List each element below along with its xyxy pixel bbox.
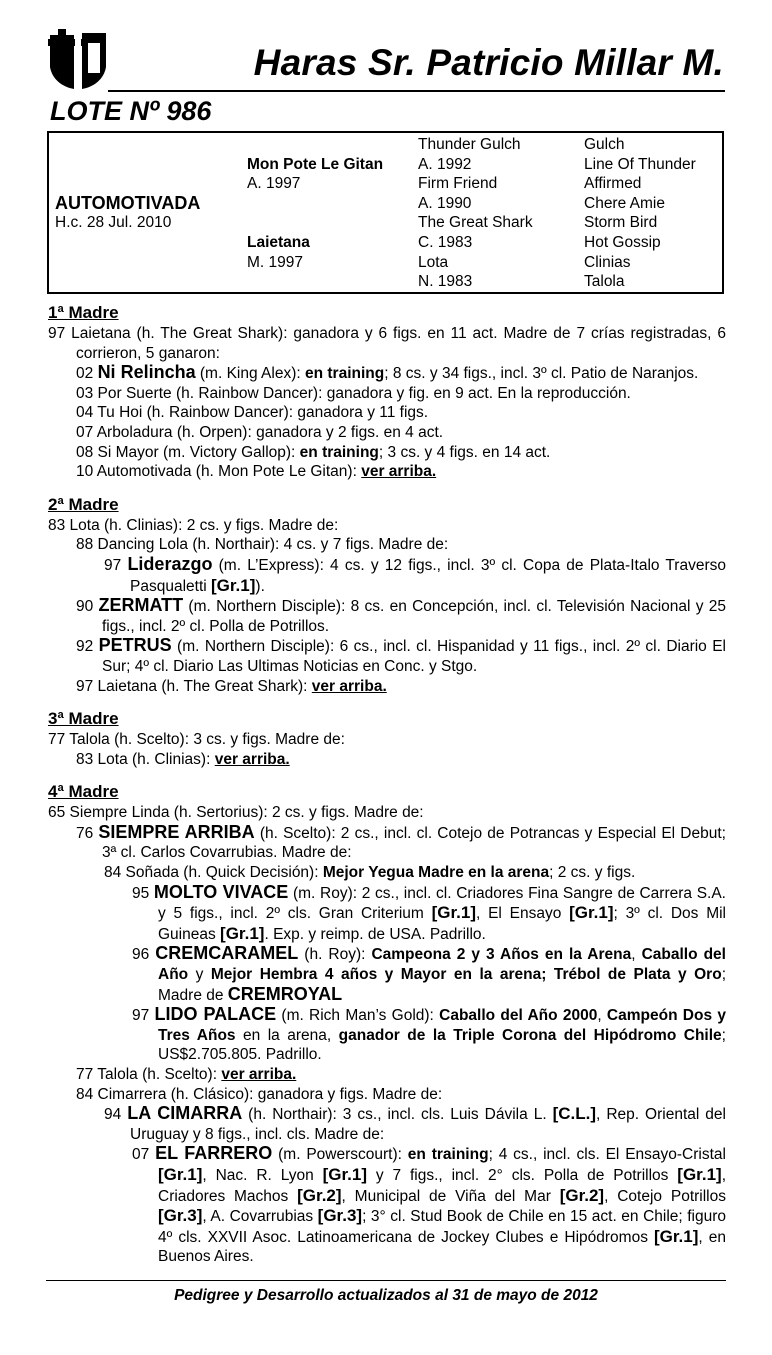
pedigree-ggen-8: Talola [584,273,625,291]
pedigree-dam-dam-info: N. 1983 [418,273,473,291]
footer-rule [46,1280,726,1281]
see-above-reference: ver arriba. [311,677,387,695]
pedigree-dam-sire-info: C. 1983 [418,234,473,251]
horse-name: LA CIMARRA [127,1103,243,1124]
pedigree-box [47,131,724,294]
produce-entry: 07 Arboladura (h. Orpen): ganadora y 2 figs. en 4 act. [76,423,444,441]
pedigree-sire-info: A. 1997 [247,175,301,193]
produce-entry: 10 Automotivada (h. Mon Pote Le Gitan): ver arriba. [76,463,437,481]
farm-name: Haras Sr. Patricio Millar M. [253,42,724,83]
dam-entry: 83 Lota (h. Clinias): 2 cs. y figs. Madre de: [48,516,339,534]
produce-entry: 96 CREMCARAMEL (h. Roy): Campeona 2 y 3 Años en la Arena, Caballo del Año y Mejor Hembra 4 años y Mayor en la arena; Trébol de Plata y Oro; Madre de CREMROYAL [132,943,726,1004]
pedigree-ggen-5: Storm Bird [584,214,658,232]
footer-note: Pedigree y Desarrollo actualizados al 31 de mayo de 2012 [174,1287,598,1304]
dam-entry: 65 Siempre Linda (h. Sertorius): 2 cs. y figs. Madre de: [48,804,424,822]
horse-name: MOLTO VIVACE [153,881,289,902]
produce-entry: 84 Soñada (h. Quick Decisión): Mejor Yegua Madre en la arena; 2 cs. y figs. [104,864,636,882]
horse-name: CREMROYAL [227,983,343,1004]
section-heading-madre-2: 2ª Madre [48,494,119,514]
pedigree-horse-name: AUTOMOTIVADA [55,192,201,213]
horse-name: CREMCARAMEL [155,943,299,964]
see-above-reference: ver arriba. [361,463,437,481]
produce-entry: 02 Ni Relincha (m. King Alex): en training; 8 cs. y 34 figs., incl. 3º cl. Patio de Naranjos. [76,362,699,383]
section-heading-madre-3: 3ª Madre [48,709,119,729]
pedigree-sire-dam: Firm Friend [418,175,498,193]
pedigree-ggen-2: Line Of Thunder [584,155,696,173]
pedigree-sire: Mon Pote Le Gitan [247,155,384,173]
horse-name: Ni Relincha [97,362,196,383]
produce-entry: 84 Cimarrera (h. Clásico): ganadora y figs. Madre de: [76,1085,443,1103]
pedigree-dam: Laietana [247,234,310,251]
horse-name: PETRUS [98,635,172,656]
pedigree-ggen-3: Affirmed [584,175,642,193]
produce-entry: 07 EL FARRERO (m. Powerscourt): en training; 4 cs., incl. cls. El Ensayo-Cristal [Gr.1], Nac. R. Lyon [Gr.1] y 7 figs., incl. 2° cls. Polla de Potrillos [Gr.1], Criadores Machos [Gr.2], Municipal de Viña del Mar [Gr.2], Cotejo Potrillos [Gr.3], A. Covarrubias [Gr.3]; 3° cl. Stud Book de Chile en 15 act. en Chile; figuro 4º cls. XXVII Asoc. Latinoamericana de Jockey Clubes e Hipódromos [Gr.1], en Buenos Aires. [132,1143,727,1266]
pedigree-ggen-7: Clinias [584,253,631,271]
produce-entry: 88 Dancing Lola (h. Northair): 4 cs. y 7 figs. Madre de: [76,536,449,554]
see-above-reference: ver arriba. [221,1066,297,1083]
pedigree-dam-info: M. 1997 [247,253,304,271]
produce-entry: 83 Lota (h. Clinias): ver arriba. [76,750,290,768]
produce-entry: 04 Tu Hoi (h. Rainbow Dancer): ganadora y 11 figs. [76,404,429,422]
horse-name: EL FARRERO [155,1143,273,1164]
horse-name: ZERMATT [98,595,184,616]
produce-record [48,302,726,1267]
horse-name: SIEMPRE ARRIBA [98,821,255,842]
produce-entry: 97 Liderazgo (m. L’Express): 4 cs. y 12 figs., incl. 3º cl. Copa de Plata-Italo Traverso Pasqualetti [Gr.1]). [104,553,726,595]
see-above-reference: ver arriba. [214,750,290,768]
section-heading-madre-1: 1ª Madre [48,303,119,322]
produce-entry: 77 Talola (h. Scelto): ver arriba. [76,1066,297,1083]
produce-entry: 94 LA CIMARRA (h. Northair): 3 cs., incl. cls. Luis Dávila L. [C.L.], Rep. Oriental del Uruguay y 8 figs., incl. cls. Madre de: [104,1103,726,1143]
horse-name: Liderazgo [127,553,213,574]
haras-logo-icon [48,29,108,95]
horse-name: LIDO PALACE [154,1004,277,1025]
produce-entry: 97 Laietana (h. The Great Shark): ver arriba. [76,677,387,695]
produce-entry: 92 PETRUS (m. Northern Disciple): 6 cs., incl. cl. Hispanidad y 11 figs., incl. 2º cl. Diario El Sur; 4º cl. Diario Las Ultimas Noticias en Conc. y Stgo. [76,635,726,675]
pedigree-sire-dam-info: A. 1990 [418,194,472,212]
pedigree-ggen-6: Hot Gossip [584,234,661,251]
section-heading-madre-4: 4ª Madre [48,782,119,802]
pedigree-ggen-4: Chere Amie [584,194,665,212]
pedigree-sire-sire-info: A. 1992 [418,155,472,173]
dam-entry: 77 Talola (h. Scelto): 3 cs. y figs. Madre de: [48,731,345,749]
produce-entry: 08 Si Mayor (m. Victory Gallop): en training; 3 cs. y 4 figs. en 14 act. [76,443,551,461]
pedigree-dam-sire: The Great Shark [418,214,533,232]
pedigree-horse-info: H.c. 28 Jul. 2010 [55,214,172,232]
produce-entry: 97 LIDO PALACE (m. Rich Man’s Gold): Caballo del Año 2000, Campeón Dos y Tres Años en la arena, ganador de la Triple Corona del Hipódromo Chile; US$2.705.805. Padrillo. [132,1004,726,1064]
pedigree-ggen-1: Gulch [584,136,625,153]
lot-number: LOTE Nº 986 [50,96,212,126]
pedigree-dam-dam: Lota [418,253,449,271]
produce-entry: 90 ZERMATT (m. Northern Disciple): 8 cs. en Concepción, incl. cl. Televisión Nacional y 25 figs., incl. 2º cl. Polla de Potrillos. [76,595,726,635]
dam-entry: 97 Laietana (h. The Great Shark): ganadora y 6 figs. en 11 act. Madre de 7 crías registradas, 6 corrieron, 5 ganaron: [48,325,726,362]
produce-entry: 95 MOLTO VIVACE (m. Roy): 2 cs., incl. cl. Criadores Fina Sangre de Carrera S.A. y 5 figs., incl. 2º cls. Gran Criterium [Gr.1], El Ensayo [Gr.1]; 3º cl. Dos Mil Guineas [Gr.1]. Exp. y reimp. de USA. Padrillo. [132,881,726,943]
produce-entry: 76 SIEMPRE ARRIBA (h. Scelto): 2 cs., incl. cl. Cotejo de Potrancas y Especial El Debut; 3ª cl. Carlos Covarrubias. Madre de: [76,821,726,862]
pedigree-sire-sire: Thunder Gulch [418,136,521,153]
header-rule [108,90,725,92]
produce-entry: 03 Por Suerte (h. Rainbow Dancer): ganadora y fig. en 9 act. En la reproducción. [76,384,631,402]
